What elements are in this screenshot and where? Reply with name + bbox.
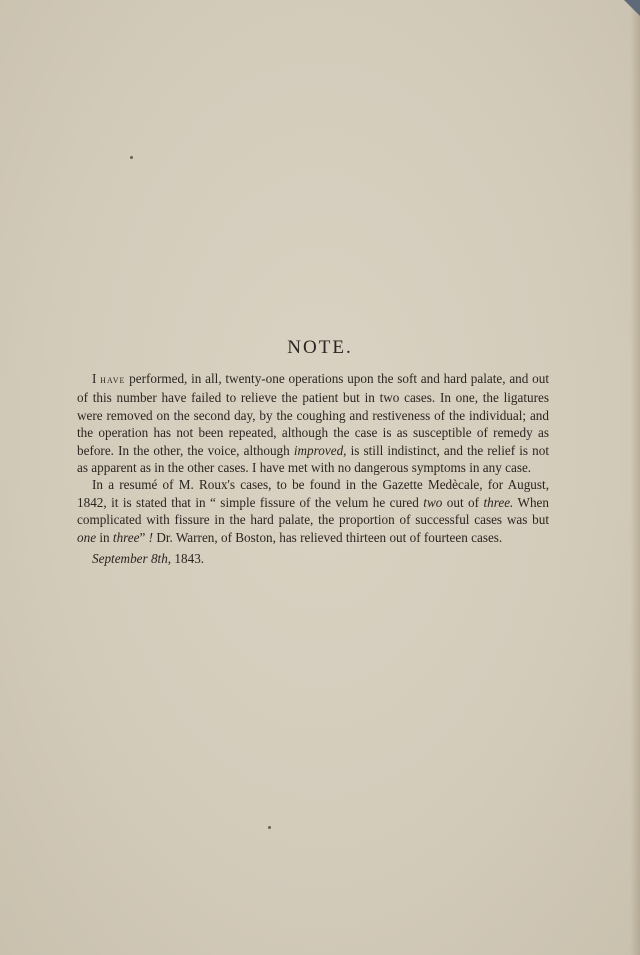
page-corner <box>624 0 640 16</box>
paper-spot <box>130 156 133 159</box>
paragraph-1: I have performed, in all, twenty-one operations upon the soft and hard palate, and out of this number have failed to relieve the patient but in two cases. In one, the ligatures were removed on the second day, by the coughing and restiveness of the individual; and the operation has not been repeated, although the case is as susceptible of remedy as before. In the other, the voice, although improved, is still indistinct, and the relief is not as apparent as in the other cases. I have met with no dangerous symptoms in any case. <box>77 371 549 476</box>
date-line: September 8th, 1843. <box>92 551 205 567</box>
paragraph-2: In a resumé of M. Roux's cases, to be found in the Gazette Medècale, for August, 1842, it is stated that in “ simple fissure of the velum he cured two out of three. When complicated with fissure in the hard palate, the proportion of successful cases was but one in three” ! Dr. Warren, of Boston, has relieved thirteen out of fourteen cases. <box>77 477 550 545</box>
page-edge-shadow <box>630 0 640 955</box>
page-title: NOTE. <box>287 337 353 358</box>
note-body <box>77 370 549 567</box>
paper-spot <box>268 826 271 829</box>
